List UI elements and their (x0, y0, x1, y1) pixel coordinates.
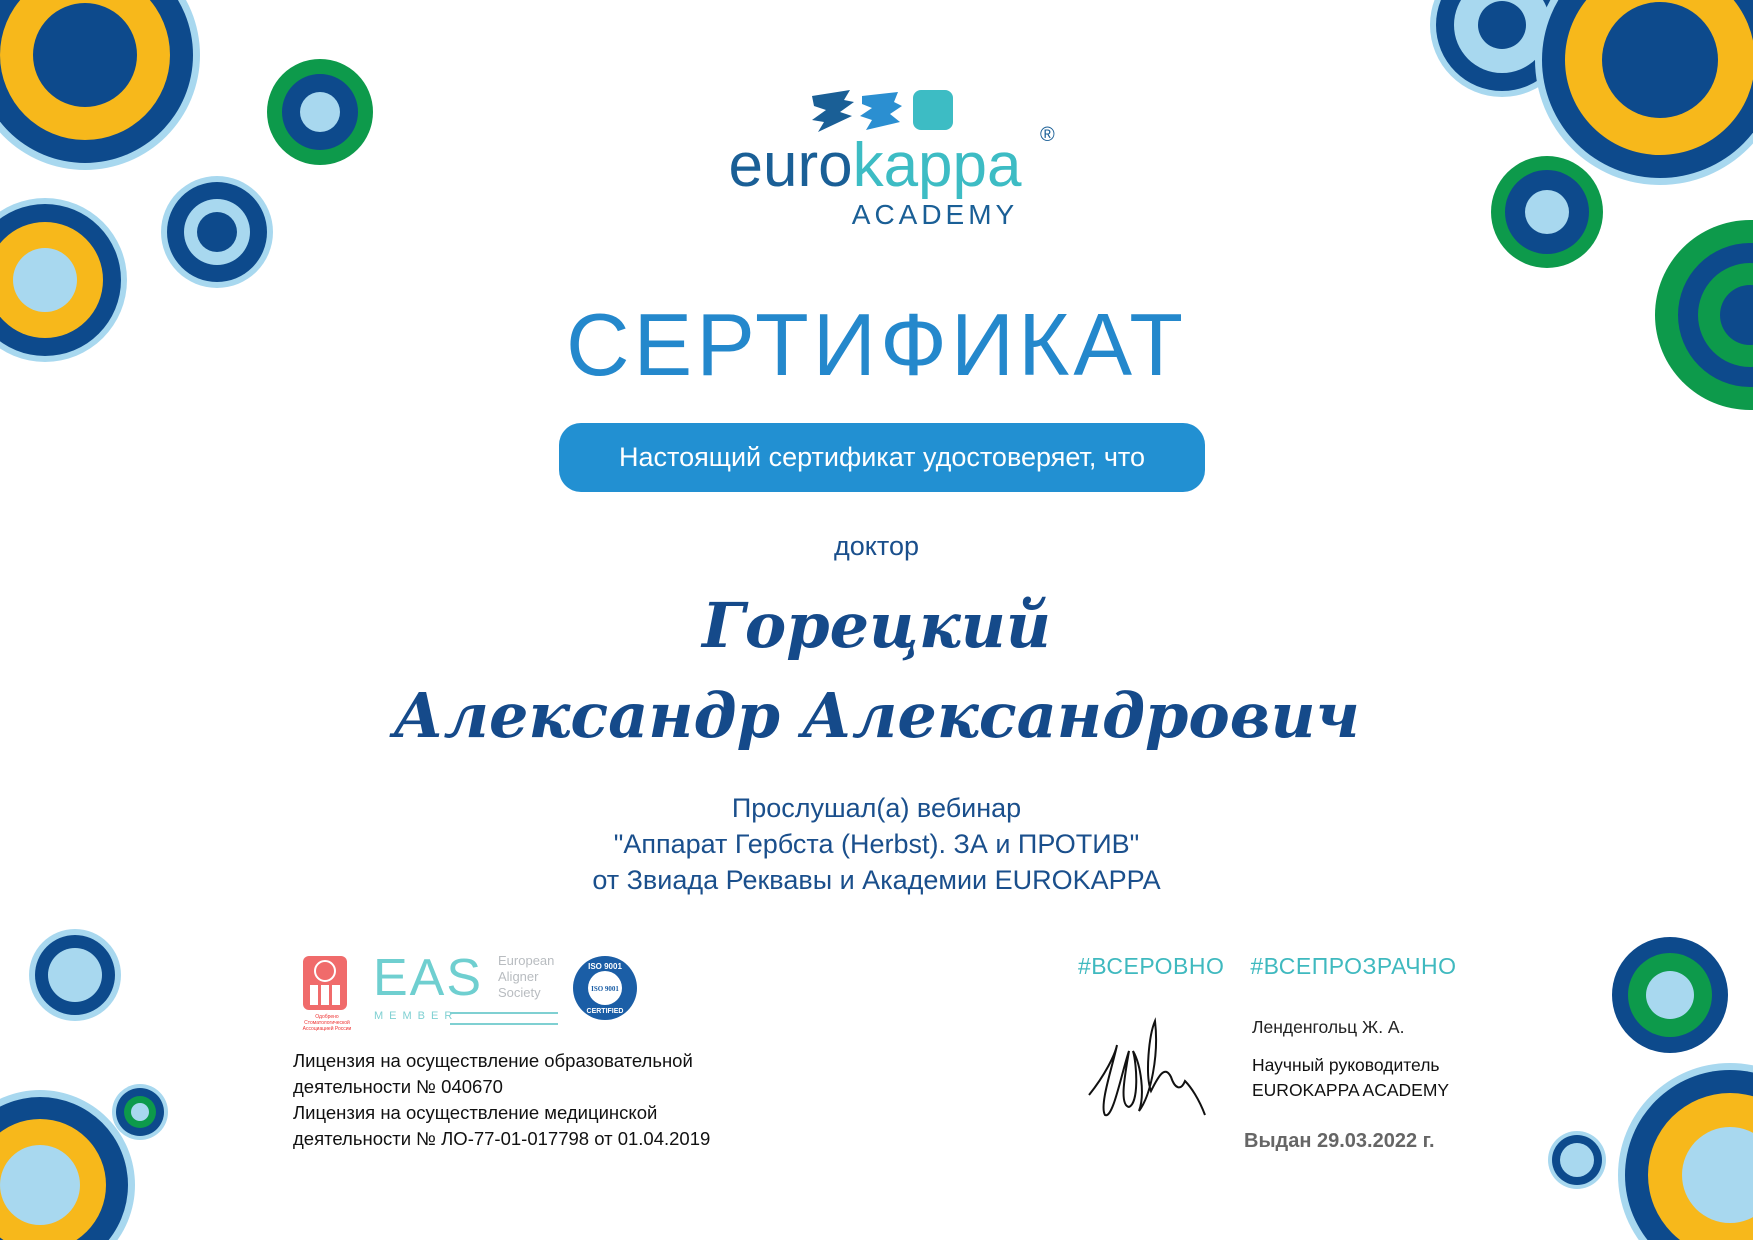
ring (48, 948, 102, 1002)
signatory-role: Научный руководитель EUROKAPPA ACADEMY (1252, 1055, 1450, 1100)
ring (300, 92, 340, 132)
license-info: Лицензия на осуществление образовательной деятельности № 040670 Лицензия на осуществление медицинской деятельности № ЛО-77-01-017798 от 01.04.2019 (293, 1050, 711, 1149)
decorative-ring-1 (267, 59, 373, 165)
decorative-ring-9 (1491, 156, 1603, 268)
eas-full-name: European Aligner Society (498, 953, 555, 1000)
eas-member-label: MEMBER (374, 1010, 459, 1022)
ring (1560, 1143, 1594, 1177)
iso-bottom-text: CERTIFIED (586, 1008, 624, 1015)
hashtags: #ВСЕРОВНО #ВСЕПРОЗРАЧНО (1078, 953, 1457, 979)
registered-mark: ® (1040, 124, 1055, 146)
signatory-name: Ленденгольц Ж. А. (1252, 1017, 1405, 1037)
issue-date: Выдан 29.03.2022 г. (1244, 1130, 1435, 1152)
logo-wordmark: eurokappa (728, 131, 1022, 200)
ring (0, 1145, 80, 1225)
ring (1646, 971, 1694, 1019)
decorative-ring-0 (0, 0, 200, 170)
star-association-text: Одобрено Стоматологической Ассоциацией России (302, 1014, 352, 1032)
ring (1478, 1, 1526, 49)
signature (1085, 1015, 1225, 1125)
honorific: доктор (834, 531, 919, 561)
iso-certified-badge-icon (572, 955, 638, 1021)
decorative-ring-5 (112, 1084, 168, 1140)
iso-center-text: ISO 9001 (591, 985, 619, 993)
recipient-given-names: Александр Александрович (393, 679, 1360, 752)
intro-banner: Настоящий сертификат удостоверяет, что (559, 423, 1205, 492)
ring (197, 212, 237, 252)
ring (1525, 190, 1569, 234)
eas-logo: EAS (373, 949, 484, 1007)
eas-lines (450, 1012, 558, 1025)
decorative-ring-11 (1612, 937, 1728, 1053)
star-association-logo-icon (302, 955, 348, 1011)
ring (33, 3, 137, 107)
decorative-ring-13 (1618, 1063, 1753, 1240)
logo-academy: ACADEMY (851, 199, 1019, 230)
decorative-ring-12 (1548, 1131, 1606, 1189)
decorative-ring-8 (1535, 0, 1753, 185)
decorative-ring-2 (161, 176, 273, 288)
recipient-surname: Горецкий (702, 589, 1051, 662)
iso-top-text: ISO 9001 (588, 962, 622, 971)
ring (1602, 2, 1718, 118)
ring (131, 1103, 149, 1121)
logo-brush-marks-icon (810, 88, 955, 134)
course-description: Прослушал(а) вебинар "Аппарат Гербста (Herbst). ЗА и ПРОТИВ" от Звиада Реквавы и Академии EUROKAPPA (592, 793, 1161, 895)
decorative-ring-4 (29, 929, 121, 1021)
certificate-title: СЕРТИФИКАТ (566, 295, 1187, 394)
